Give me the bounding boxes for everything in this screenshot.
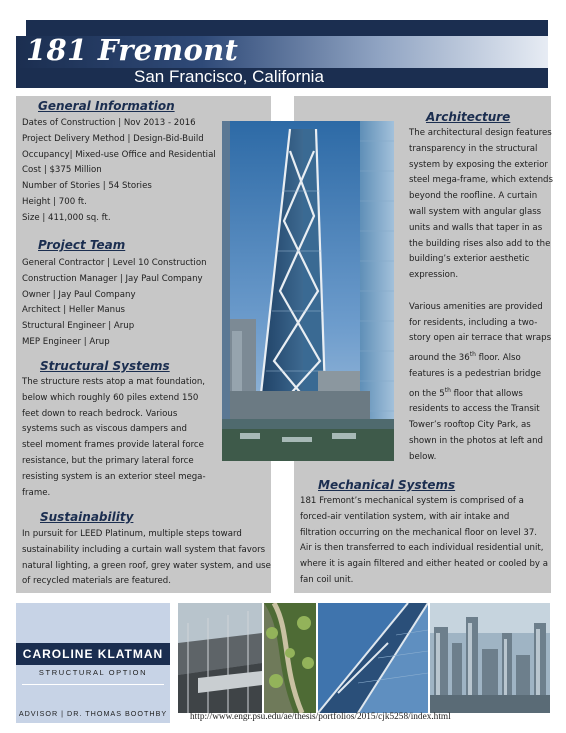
text-line: system by exposing the exterior — [409, 159, 548, 170]
page-title: 181 Fremont — [26, 33, 239, 67]
text-line: Various amenities are provided — [409, 301, 543, 312]
project-team-list — [22, 256, 207, 351]
text-line: steel moment frames provide lateral force — [22, 440, 204, 451]
author-name: CAROLINE KLATMAN — [22, 647, 164, 661]
structural-systems-heading: Structural Systems — [40, 359, 170, 373]
text-line: story open air terrace that wraps — [409, 333, 552, 344]
text-line: of recycled materials are featured. — [22, 576, 171, 587]
author-option: STRUCTURAL OPTION — [38, 668, 148, 677]
text-line: beyond the roofline. A curtain — [409, 191, 538, 202]
text-line: The structure rests atop a mat foundation, — [22, 377, 206, 387]
text-line: around the 36th floor. Also — [409, 351, 521, 364]
list-item: Cost | $375 Million — [22, 165, 102, 176]
sustainability-text — [22, 527, 271, 590]
list-item: Architect | Heller Manus — [22, 305, 126, 316]
structural-systems-text — [22, 375, 206, 501]
sustainability-heading: Sustainability — [40, 510, 134, 524]
list-item: General Contractor | Level 10 Construction — [22, 258, 207, 268]
list-item: Size | 411,000 sq. ft. — [22, 212, 111, 223]
text-line: units and walls that taper in as — [409, 222, 543, 233]
ordinal-suffix: th — [469, 351, 476, 359]
text-line: In pursuit for LEED Platinum, multiple steps toward — [22, 529, 242, 539]
list-item: Construction Manager | Jay Paul Company — [22, 273, 203, 284]
text-line: below. — [409, 451, 437, 462]
text-line: The architectural design features — [409, 128, 552, 138]
footer-photo-tower-top — [318, 603, 428, 713]
text-line: shown in the photos at left and — [409, 435, 543, 446]
text-line: transparency in the structural — [409, 143, 538, 154]
text-line: expression. — [409, 270, 459, 281]
text-line: residents to access the Transit — [409, 404, 540, 415]
text-line: Air is then transferred to each individual residential unit, — [300, 543, 544, 554]
architecture-text — [409, 126, 553, 465]
general-information-list — [22, 116, 216, 227]
list-item: Dates of Construction | Nov 2013 - 2016 — [22, 118, 196, 128]
text-line: on the 5th floor that allows — [409, 386, 523, 399]
text-line: Tower’s rooftop City Park, as — [409, 420, 531, 431]
text-line: features is a pedestrian bridge — [409, 368, 542, 379]
list-item: Number of Stories | 54 Stories — [22, 181, 152, 192]
project-team-heading: Project Team — [38, 238, 126, 252]
general-information-heading: General Information — [38, 99, 175, 113]
list-item: Structural Engineer | Arup — [22, 321, 135, 332]
divider — [22, 684, 164, 685]
list-item: Occupancy| Mixed-use Office and Residential — [22, 149, 216, 160]
text-line: sustainability including a curtain wall system that favors — [22, 544, 266, 555]
footer-photo-park — [264, 603, 316, 713]
text-line: below which roughly 60 piles extend 150 — [22, 392, 199, 403]
page-subtitle: San Francisco, California — [134, 67, 324, 86]
text-line: fan coil unit. — [300, 574, 354, 585]
text-line: building’s exterior aesthetic — [409, 254, 530, 265]
ordinal-suffix: th — [444, 386, 451, 394]
text-line: for residents, including a two- — [409, 317, 538, 328]
text-line: feet down to reach bedrock. Various — [22, 408, 178, 419]
text-line: wall system with angular glass — [409, 206, 542, 217]
text-line: natural lighting, a green roof, grey water system, and use — [22, 560, 271, 571]
text-line: resistance, but the primary lateral force — [22, 455, 194, 466]
text-line: the building rises also add to the — [409, 238, 551, 249]
mechanical-systems-heading: Mechanical Systems — [318, 478, 456, 492]
text-line: where it is again filtered and either heated or cooled by a — [300, 559, 548, 570]
list-item: Height | 700 ft. — [22, 196, 87, 207]
advisor-line: ADVISOR | DR. THOMAS BOOTHBY — [18, 709, 168, 718]
text-line: resisting system is an exterior steel mega- — [22, 471, 206, 482]
list-item: Project Delivery Method | Design-Bid-Build — [22, 133, 204, 144]
list-item: Owner | Jay Paul Company — [22, 289, 136, 300]
footer-photo-bridge — [178, 603, 262, 713]
architecture-heading: Architecture — [426, 110, 511, 124]
text-line: systems such as viscous dampers and — [22, 424, 187, 435]
portfolio-url[interactable]: http://www.engr.psu.edu/ae/thesis/portfolios/2015/cjk5258/index.html — [190, 712, 451, 722]
mechanical-systems-text — [300, 494, 548, 589]
list-item: MEP Engineer | Arup — [22, 336, 110, 347]
text-line: filtration occurring on the mechanical floor on level 37. — [300, 527, 538, 538]
text-line: steel mega-frame, which extends — [409, 175, 553, 186]
footer-photo-skyline — [430, 603, 550, 713]
text-line: frame. — [22, 487, 51, 498]
text-line: 181 Fremont’s mechanical system is comprised of a — [300, 496, 524, 506]
tower-photo — [222, 121, 394, 461]
paragraph-gap — [409, 284, 553, 300]
text-line: forced-air ventilation system, with air intake and — [300, 511, 510, 522]
